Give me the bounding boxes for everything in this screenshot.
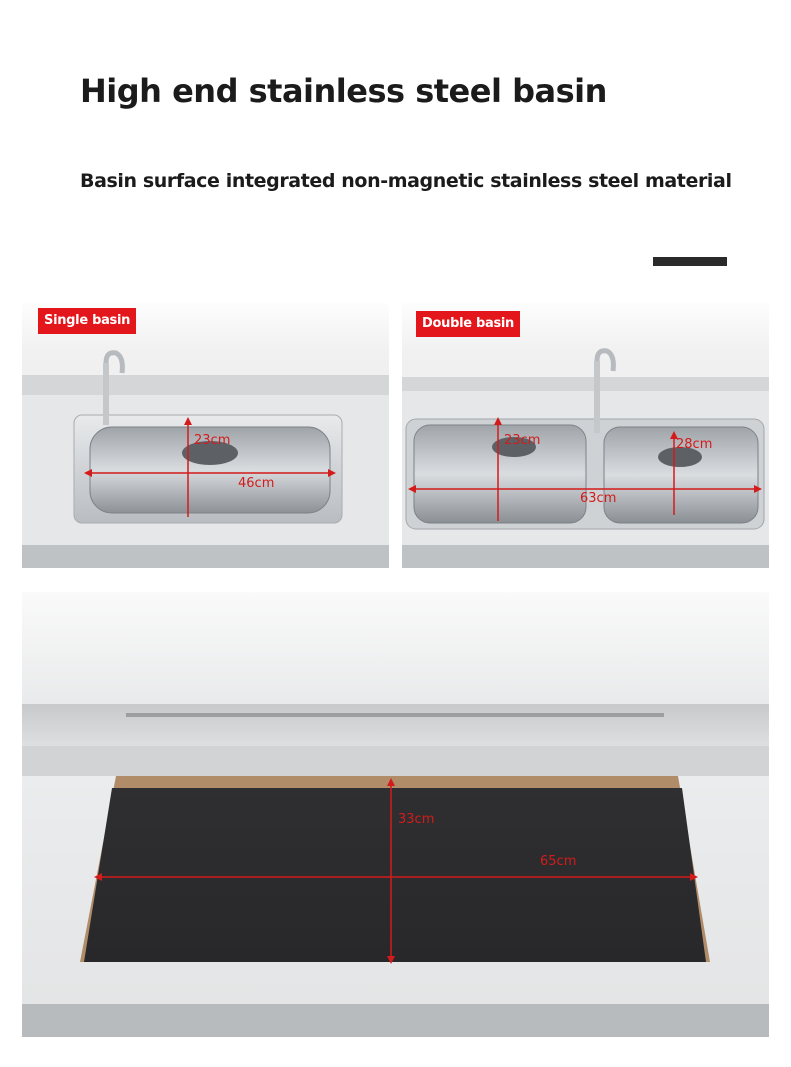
double-basin-width-label: 63cm <box>580 491 617 506</box>
page-subtitle: Basin surface integrated non-magnetic stainless steel material <box>80 170 732 192</box>
single-basin-photo <box>22 303 389 568</box>
large-basin-photo <box>22 592 769 1037</box>
large-basin-width-label: 65cm <box>540 854 577 869</box>
large-basin-depth-label: 33cm <box>398 812 435 827</box>
page-title: High end stainless steel basin <box>80 72 607 110</box>
single-basin-tag: Single basin <box>38 308 136 334</box>
single-basin-depth-label: 23cm <box>194 433 231 448</box>
double-basin-illustration <box>402 303 769 568</box>
large-basin-illustration <box>22 592 769 1037</box>
double-basin-photo <box>402 303 769 568</box>
single-basin-width-label: 46cm <box>238 476 275 491</box>
decorative-bar <box>653 257 727 266</box>
double-basin-right-depth-label: 28cm <box>676 437 713 452</box>
double-basin-left-depth-label: 23cm <box>504 433 541 448</box>
double-basin-tag: Double basin <box>416 311 520 337</box>
